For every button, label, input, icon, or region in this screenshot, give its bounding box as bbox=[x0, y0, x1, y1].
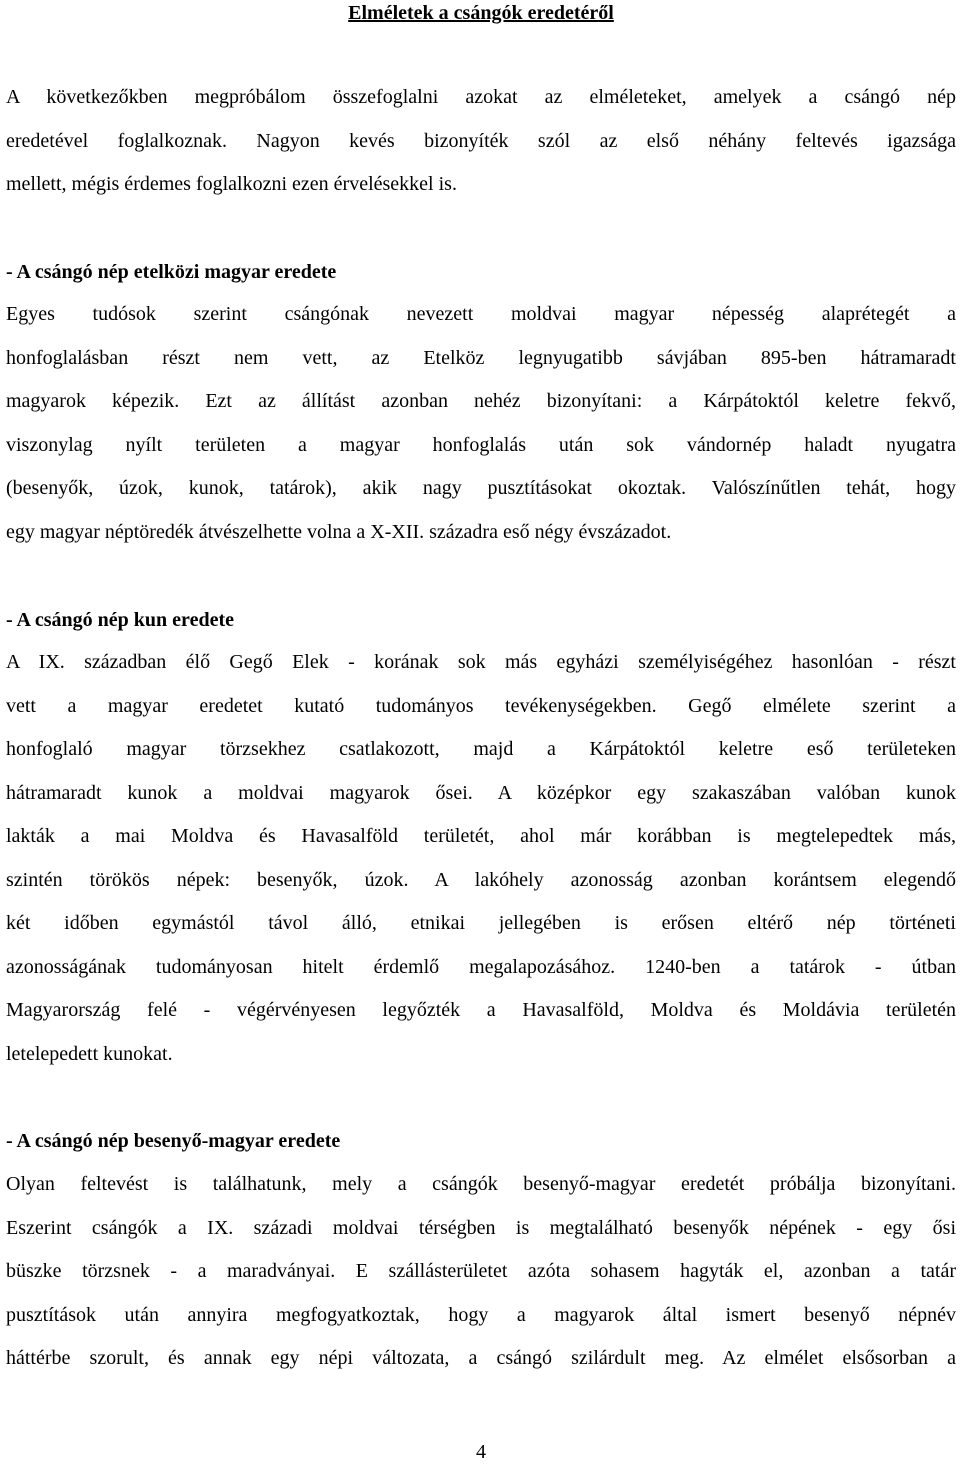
intro-paragraph bbox=[6, 76, 956, 207]
text-line: büszke törzsnek - a maradványai. E szállásterületet azóta sohasem hagyták el, azonban a tatár bbox=[6, 1260, 956, 1282]
section-heading-kun: - A csángó nép kun eredete bbox=[6, 609, 234, 631]
section-paragraph-besenyo bbox=[6, 1163, 956, 1381]
section-heading-besenyo: - A csángó nép besenyő-magyar eredete bbox=[6, 1130, 341, 1152]
text-line: Olyan feltevést is találhatunk, mely a csángók besenyő-magyar eredetét próbálja bizonyítani. bbox=[6, 1173, 956, 1195]
text-line: viszonylag nyílt területen a magyar honfoglalás után sok vándornép haladt nyugatra bbox=[6, 433, 956, 456]
text-line: pusztítások után annyira megfogyatkoztak, hogy a magyarok által ismert besenyő népnév bbox=[6, 1303, 956, 1326]
text-line: vett a magyar eredetet kutató tudományos tevékenységekben. Gegő elmélete szerint a bbox=[6, 694, 956, 717]
text-line: Egyes tudósok szerint csángónak nevezett moldvai magyar népesség alaprétegét a bbox=[6, 303, 956, 325]
text-line: azonosságának tudományosan hitelt érdemlő megalapozásához. 1240-ben a tatárok - útban bbox=[6, 955, 956, 978]
text-line: honfoglaló magyar törzsekhez csatlakozott, majd a Kárpátoktól keletre eső területeken bbox=[6, 738, 956, 760]
text-line: két időben egymástól távol álló, etnikai jellegében is erősen eltérő nép történeti bbox=[6, 912, 956, 934]
text-line: lakták a mai Moldva és Havasalföld területét, ahol már korábban is megtelepedtek más, bbox=[6, 825, 956, 847]
section-paragraph-etelkoz bbox=[6, 293, 956, 554]
text-line: letelepedett kunokat. bbox=[6, 1042, 173, 1065]
text-line: Magyarország felé - végérvényesen legyőzték a Havasalföld, Moldva és Moldávia területén bbox=[6, 999, 956, 1021]
text-line: hátramaradt kunok a moldvai magyarok ősei. A középkor egy szakaszában valóban kunok bbox=[6, 781, 956, 804]
section-heading-etelkoz: - A csángó nép etelközi magyar eredete bbox=[6, 261, 337, 283]
text-line: eredetével foglalkoznak. Nagyon kevés bizonyíték szól az első néhány feltevés igazsága bbox=[6, 129, 956, 152]
text-line: (besenyők, úzok, kunok, tatárok), akik nagy pusztításokat okoztak. Valószínűtlen tehát, hogy bbox=[6, 477, 956, 499]
text-line: A IX. században élő Gegő Elek - korának sok más egyházi személyiségéhez hasonlóan - részt bbox=[6, 651, 956, 673]
text-line: magyarok képezik. Ezt az állítást azonban nehéz bizonyítani: a Kárpátoktól keletre fekvő, bbox=[6, 390, 956, 412]
text-line: egy magyar néptöredék átvészelhette volna a X-XII. századra eső négy évszázadot. bbox=[6, 520, 672, 543]
text-line: A következőkben megpróbálom összefoglalni azokat az elméleteket, amelyek a csángó nép bbox=[6, 86, 956, 108]
text-line: szintén törökös népek: besenyők, úzok. A lakóhely azonosság azonban korántsem elegendő bbox=[6, 868, 956, 891]
section-paragraph-kun bbox=[6, 641, 956, 1076]
text-line: honfoglalásban részt nem vett, az Etelköz legnyugatibb sávjában 895-ben hátramaradt bbox=[6, 346, 956, 369]
text-line: mellett, mégis érdemes foglalkozni ezen érvelésekkel is. bbox=[6, 173, 457, 195]
document-title: Elméletek a csángók eredetéről bbox=[348, 2, 614, 24]
text-line: Eszerint csángók a IX. századi moldvai térségben is megtalálható besenyők népének - egy ősi bbox=[6, 1216, 956, 1239]
text-line: háttérbe szorult, és annak egy népi változata, a csángó szilárdult meg. Az elmélet elsősorban a bbox=[6, 1347, 956, 1369]
document-page bbox=[6, 0, 956, 1464]
page-number: 4 bbox=[476, 1441, 486, 1463]
